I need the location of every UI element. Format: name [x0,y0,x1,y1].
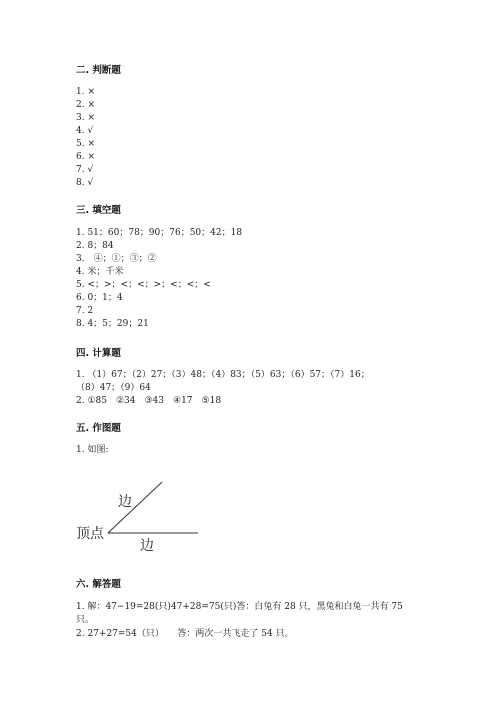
section-4-title: 四. 计算题 [76,348,121,359]
section-2-title: 二. 判断题 [76,65,121,76]
answer-item: 8. 4；5；29；21 [76,319,149,329]
answer-item: 只。 [76,615,95,625]
answer-item: 4. √ [76,126,94,136]
vertex-label: 顶点 [76,526,104,542]
section-5-title: 五. 作图题 [76,423,121,434]
answer-item: 7. 2 [76,306,94,316]
section-6-title: 六. 解答题 [76,579,121,590]
answer-item: 1. 如图: [76,445,109,455]
answer-item: 3. ④；①；③；② [76,254,157,264]
answer-item: 4. 米；千米 [76,267,124,277]
angle-figure [70,478,210,556]
answer-item: 7. √ [76,165,94,175]
edge-label-top: 边 [118,494,132,510]
angle-ray-upper [108,482,162,533]
answer-item: （8）47；（9）64 [76,383,151,393]
answer-item: 1. （1）67；（2）27；（3）48；（4）83；（5）63；（6）57；（7）16； [76,370,370,380]
answer-item: 2. × [76,100,95,110]
answer-item: 2. ①85 ②34 ③43 ④17 ⑤18 [76,396,222,406]
answer-item: 1. × [76,87,95,97]
edge-label-bottom: 边 [140,538,154,554]
answer-item: 3. × [76,113,95,123]
answer-item: 5. <；>；<；<；>；<；<；< [76,280,211,290]
answer-item: 6. 0；1；4 [76,293,123,303]
section-3-title: 三. 填空题 [76,205,121,216]
answer-item: 5. × [76,139,95,149]
answer-item: 2. 8；84 [76,241,114,251]
answer-item: 1. 51；60；78；90；76；50；42；18 [76,228,243,238]
answer-item: 2. 27+27=54（只） 答：两次一共飞走了 54 只。 [76,629,294,639]
answer-item: 6. × [76,152,95,162]
answer-item: 8. √ [76,178,94,188]
answer-item: 1. 解：47−19=28(只)47+28=75(只)答：白兔有 28 只，黑兔和白兔一共有 75 [76,602,403,612]
